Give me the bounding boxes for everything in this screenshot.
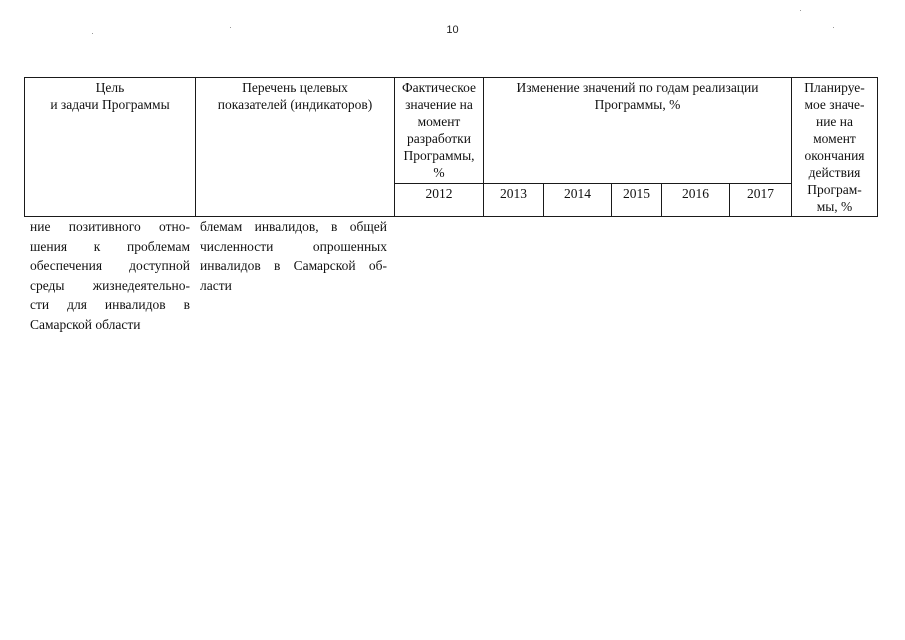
planned-value-column-header-text: Планируе-мое значе-ние на момент окончания действия Програм-мы, % [804, 80, 865, 214]
indicator-continuation-text [200, 217, 387, 295]
scan-speck [230, 27, 231, 28]
text-line: инвалидов в Самарской об- [200, 258, 387, 273]
text-line: Самарской области [30, 316, 141, 332]
goal-column-header [25, 78, 196, 217]
text-line: ласти [200, 277, 232, 293]
year-cell: 2013 [484, 183, 544, 216]
year-cell: 2017 [730, 183, 792, 216]
actual-value-column-header [395, 78, 484, 184]
text-line: шения к проблемам [30, 238, 190, 254]
text-line: ние позитивного отно- [30, 219, 190, 234]
text-line: блемам инвалидов, в общей [200, 219, 387, 234]
year-cell: 2015 [612, 183, 662, 216]
goal-column-header-text: Цель и задачи Программы [50, 80, 170, 112]
text-line: численности опрошенных [200, 238, 387, 254]
indicators-column-header [196, 78, 395, 217]
indicators-column-header-text: Перечень целевых показателей (индикаторов) [217, 80, 373, 112]
program-indicators-table-header [24, 77, 878, 217]
scan-speck [92, 33, 93, 34]
yearly-change-column-header [484, 78, 792, 184]
text-line: среды жизнедеятельно- [30, 277, 190, 293]
text-line: сти для инвалидов в [30, 297, 190, 312]
goal-continuation-text [30, 217, 190, 334]
scan-speck [833, 27, 834, 28]
year-cell: 2014 [544, 183, 612, 216]
page-number: 10 [446, 24, 459, 36]
planned-value-column-header [792, 78, 878, 217]
text-line: обеспечения доступной [30, 258, 190, 273]
yearly-change-column-header-text: Изменение значений по годам реализации Программы, % [516, 80, 759, 112]
scan-speck [800, 10, 801, 11]
year-cell: 2016 [662, 183, 730, 216]
year-cell-actual: 2012 [395, 183, 484, 216]
actual-value-column-header-text: Фактическое значение на момент разработки Программы, % [401, 80, 477, 180]
